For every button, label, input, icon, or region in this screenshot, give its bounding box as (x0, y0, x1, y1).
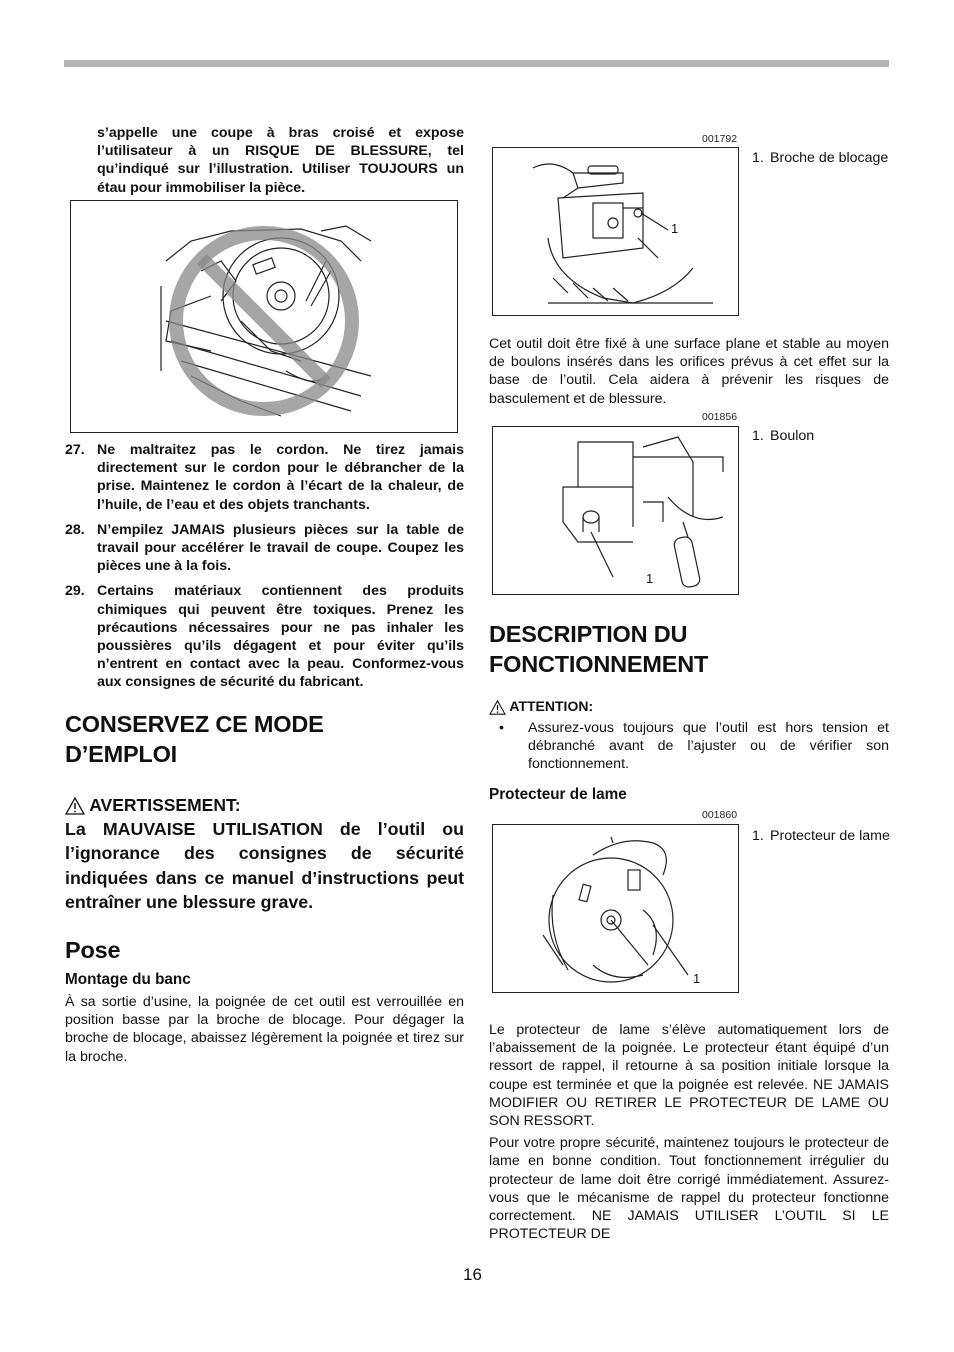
intro-text: s’appelle une coupe à bras croisé et expose l’utilisateur à un RISQUE DE BLESSURE, tel qu’indiqué sur l’illustration. Utiliser TOUJOURS un étau pour immobiliser la pièce. (97, 125, 464, 196)
bolt-base-illustration-icon (493, 427, 738, 594)
heading-conservez: CONSERVEZ CE MODE D’EMPLOI (65, 710, 324, 767)
left-column (65, 124, 464, 197)
para-protecteur-2: Pour votre propre sécurité, maintenez toujours le protecteur de lame en bonne condition. Tout fonctionnement irrégulier du protecteur de lame doit être corrigé immédiatement. Assurez-vous que le mécanisme de rappel du protecteur fonctionne correctement. NE JAMAIS UTILISER L’OUTIL SI LE PROTECTEUR DE (489, 1135, 889, 1243)
montage-text: À sa sortie d’usine, la poignée de cet outil est verrouillée en position basse par la broche de blocage. Pour dégager la broche de blocage, abaissez légèrement la poignée et tirez sur la broche. (65, 994, 464, 1065)
fig3-callout: 1 (693, 971, 701, 986)
right-mid (489, 619, 889, 804)
fig1-legend: 1. Broche de blocage (752, 150, 889, 166)
fig2-callout: 1 (646, 571, 654, 586)
fig3-code: 001860 (702, 809, 738, 821)
list-item-27: 27. Ne maltraitez pas le cordon. Ne tirez jamais directement sur le cordon pour le débrancher de la prise. Maintenez le cordon à l’écart de la chaleur, de l’huile, de l’eau et des objets tranchants. (65, 442, 464, 513)
fig1-code: 001792 (702, 133, 738, 145)
fig3-blade-guard (492, 824, 739, 993)
fig2-bolt (492, 426, 739, 595)
right-bottom (489, 1021, 889, 1243)
para-protecteur-1: Le protecteur de lame s’élève automatiquement lors de l’abaissement de la poignée. Le protecteur étant équipé d’un ressort de rappel, il retourne à sa position initiale lorsque la coupe est terminée et que la poignée est relevée. NE JAMAIS MODIFIER OU RETIRER LE PROTECTEUR DE LAME OU SON RESSORT. (489, 1022, 889, 1130)
list-item-29: 29. Certains matériaux contiennent des produits chimiques qui peuvent être toxiques. Prenez les précautions nécessaires pour ne pas inhaler les poussières qu’ils dégagent et pour éviter qu’ils n’entrent en contact avec la peau. Conformez-vous aux consignes de sécurité du fabricant. (65, 583, 464, 691)
subheading-montage: Montage du banc (65, 971, 191, 989)
lock-pin-illustration-icon (493, 148, 738, 315)
fig1-callout: 1 (671, 221, 679, 236)
fig1-lock-pin (492, 147, 739, 316)
para-fixe-block (489, 335, 889, 408)
left-column-lower (65, 441, 464, 1066)
header-rule (64, 60, 889, 67)
list-item-28: 28. N’empilez JAMAIS plusieurs pièces sur la table de travail pour accélérer le travail de coupe. Coupez les pièces une à la fois. (65, 521, 464, 575)
fig2-legend: 1. Boulon (752, 428, 815, 444)
warning-heading: AVERTISSEMENT: (65, 793, 464, 817)
fig3-legend: 1. Protecteur de lame (752, 828, 890, 844)
prohibited-cut-illustration (70, 200, 458, 433)
para-fixe: Cet outil doit être fixé à une surface plane et stable au moyen de boulons insérés dans les orifices prévus à cet effet sur la base de l’outil. Cela aidera à prévenir les risques de basculement et de blessure. (489, 336, 889, 407)
fig2-code: 001856 (702, 411, 738, 423)
warning-text: La MAUVAISE UTILISATION de l’outil ou l’ignorance des consignes de sécurité indiquées dans ce manuel d’instructions peut entraîner une blessure grave. (65, 818, 464, 913)
attention-triangle-icon (489, 700, 506, 715)
heading-pose: Pose (65, 937, 121, 964)
blade-guard-illustration-icon (493, 825, 738, 992)
attention-bullet: • Assurez-vous toujours que l’outil est hors tension et débranché avant de l’ajuster ou de vérifier son fonctionnement. (499, 720, 889, 773)
warning-triangle-icon (65, 797, 85, 815)
heading-description: DESCRIPTION DU FONCTIONNEMENT (489, 621, 709, 677)
saw-crosscut-no-icon (71, 201, 457, 432)
subheading-protecteur: Protecteur de lame (489, 785, 627, 803)
page-number: 16 (463, 1265, 482, 1284)
attention-heading: ATTENTION: (489, 697, 889, 715)
